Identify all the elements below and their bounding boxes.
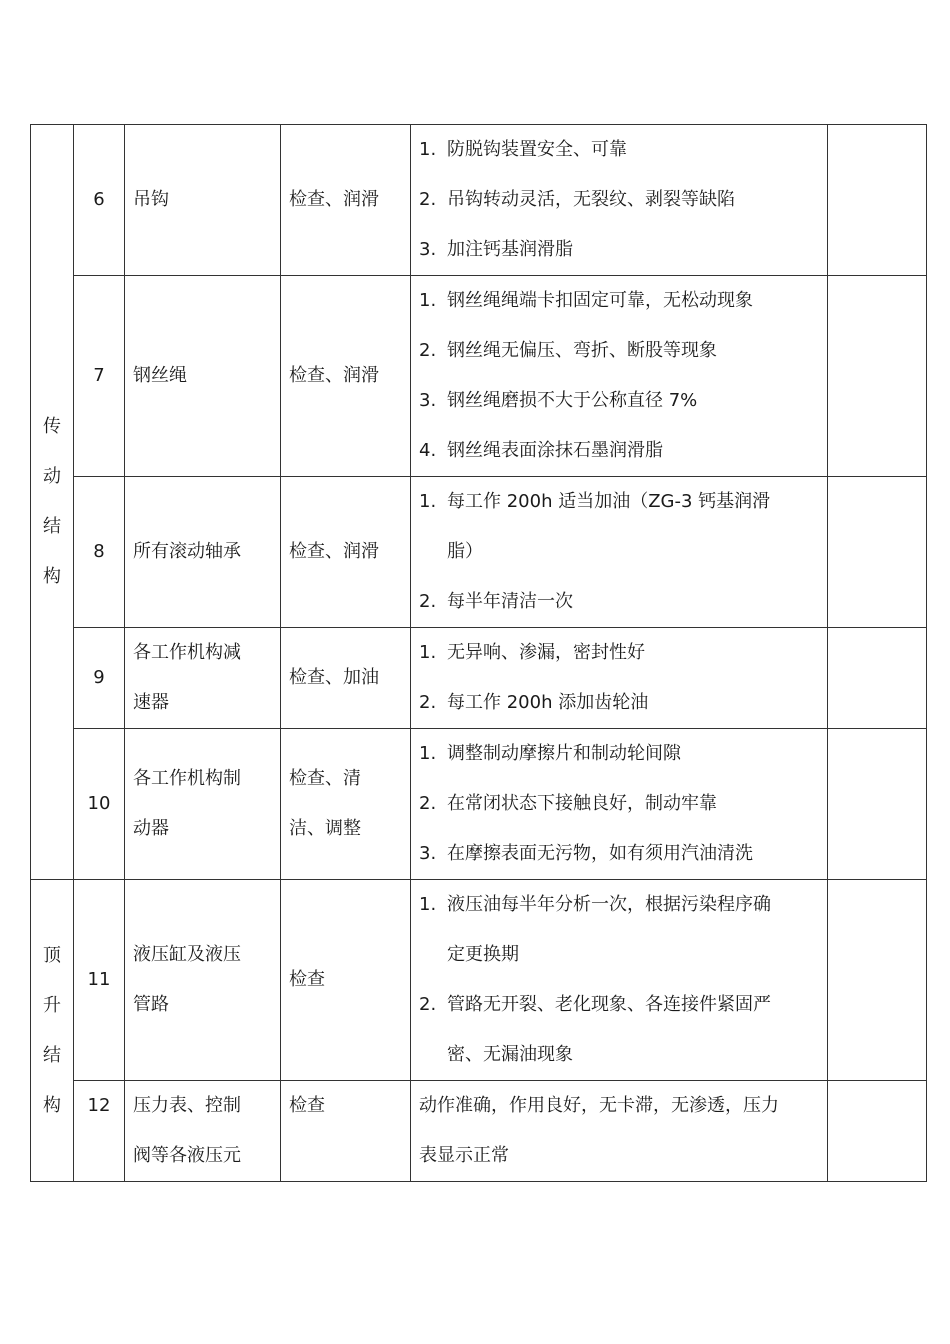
requirement-item [419, 175, 827, 225]
requirement-index-blank [419, 930, 447, 980]
item-name-line: 速器 [133, 692, 169, 713]
table-row [31, 125, 927, 276]
maintenance-table [30, 124, 927, 1182]
item-name-line: 液压缸及液压 [133, 944, 241, 965]
requirement-text: 定更换期 [447, 944, 519, 965]
method-line: 检查 [289, 969, 325, 990]
item-name-line: 压力表、控制 [133, 1095, 241, 1116]
remarks-cell [828, 477, 927, 628]
requirement-text: 钢丝绳绳端卡扣固定可靠，无松动现象 [447, 290, 753, 311]
requirement-text: 吊钩转动灵活，无裂纹、剥裂等缺陷 [447, 189, 735, 210]
requirement-item [419, 477, 827, 527]
requirement-index: 2. [419, 692, 437, 713]
requirement-item [419, 729, 827, 779]
item-name [125, 880, 281, 1081]
requirement-text: 管路无开裂、老化现象、各连接件紧固严 [447, 994, 771, 1015]
requirement-index: 4. [419, 440, 437, 461]
item-number: 10 [74, 729, 125, 880]
table-row [31, 276, 927, 477]
method-line: 检查、清 [289, 768, 361, 789]
item-name [125, 628, 281, 729]
requirement-index-blank [419, 1030, 447, 1080]
requirement-text: 在常闭状态下接触良好，制动牢靠 [447, 793, 717, 814]
item-name-line: 钢丝绳 [133, 365, 187, 386]
method-line: 检查、润滑 [289, 365, 379, 386]
requirement-text: 动作准确，作用良好，无卡滞，无渗透，压力 [419, 1095, 779, 1116]
table-row [31, 1081, 927, 1182]
requirement-text: 液压油每半年分析一次，根据污染程序确 [447, 894, 771, 915]
requirement-text: 每工作 200h 添加齿轮油 [447, 692, 649, 713]
item-name-line: 各工作机构制 [133, 768, 241, 789]
requirement-index: 2. [419, 189, 437, 210]
requirement-index: 2. [419, 591, 437, 612]
requirement-text: 调整制动摩擦片和制动轮间隙 [447, 743, 681, 764]
requirement-item [419, 376, 827, 426]
requirement-text: 密、无漏油现象 [447, 1044, 573, 1065]
remarks-cell [828, 628, 927, 729]
category-char: 升 [43, 994, 61, 1016]
requirement-index: 1. [419, 491, 437, 512]
requirement-text: 防脱钩装置安全、可靠 [447, 139, 627, 160]
item-name [125, 125, 281, 276]
table-row [31, 729, 927, 880]
category-char: 顶 [43, 944, 61, 966]
requirement-text: 无异响、渗漏，密封性好 [447, 642, 645, 663]
item-number: 6 [74, 125, 125, 276]
item-name-line: 各工作机构减 [133, 642, 241, 663]
remarks-cell [828, 729, 927, 880]
category-char: 传 [43, 416, 61, 437]
requirement-continuation [419, 930, 827, 980]
item-name [125, 276, 281, 477]
requirement-index: 3. [419, 843, 437, 864]
requirement-text: 在摩擦表面无污物，如有须用汽油清洗 [447, 843, 753, 864]
requirement-item [419, 225, 827, 275]
requirement-index: 3. [419, 239, 437, 260]
maintenance-table-body [31, 125, 927, 1182]
category-cell [31, 880, 74, 1182]
requirement-item [419, 276, 827, 326]
remarks-cell [828, 125, 927, 276]
requirements [411, 276, 828, 477]
inspection-method [281, 125, 411, 276]
requirement-index: 2. [419, 793, 437, 814]
requirement-item [419, 980, 827, 1030]
requirement-index-blank [419, 527, 447, 577]
item-name-line: 所有滚动轴承 [133, 541, 241, 562]
method-line: 检查、加油 [289, 667, 379, 688]
inspection-method [281, 628, 411, 729]
requirement-text: 加注钙基润滑脂 [447, 239, 573, 260]
requirement-index: 1. [419, 743, 437, 764]
requirements [411, 477, 828, 628]
requirements [411, 628, 828, 729]
item-number: 9 [74, 628, 125, 729]
item-number: 7 [74, 276, 125, 477]
requirement-index: 1. [419, 290, 437, 311]
method-line: 洁、调整 [289, 818, 361, 839]
requirement-text: 每工作 200h 适当加油（ZG-3 钙基润滑 [447, 491, 771, 512]
item-number: 12 [74, 1081, 125, 1182]
table-row [31, 477, 927, 628]
item-name [125, 477, 281, 628]
requirement-continuation [419, 1030, 827, 1080]
requirement-item [419, 829, 827, 879]
requirement-item [419, 426, 827, 476]
requirement-index: 2. [419, 994, 437, 1015]
requirement-item [419, 326, 827, 376]
requirement-index: 1. [419, 139, 437, 160]
category-cell [31, 125, 74, 880]
requirement-item [419, 678, 827, 728]
requirement-index: 1. [419, 642, 437, 663]
requirement-index: 2. [419, 340, 437, 361]
requirement-index: 3. [419, 390, 437, 411]
inspection-method [281, 1081, 411, 1182]
requirement-item [419, 577, 827, 627]
requirement-continuation [419, 527, 827, 577]
requirement-text: 表显示正常 [419, 1145, 509, 1166]
table-row [31, 880, 927, 1081]
requirement-text: 钢丝绳无偏压、弯折、断股等现象 [447, 340, 717, 361]
inspection-method [281, 880, 411, 1081]
item-name-line: 管路 [133, 994, 169, 1015]
item-name-line: 动器 [133, 818, 169, 839]
remarks-cell [828, 880, 927, 1081]
inspection-method [281, 477, 411, 628]
requirement-item [419, 628, 827, 678]
requirements [411, 729, 828, 880]
method-line: 检查、润滑 [289, 189, 379, 210]
requirement-item [419, 880, 827, 930]
requirement-item [419, 779, 827, 829]
remarks-cell [828, 276, 927, 477]
category-char: 动 [43, 466, 61, 487]
item-name-line: 吊钩 [133, 189, 169, 210]
category-char: 构 [43, 1094, 61, 1116]
category-char: 结 [43, 516, 61, 537]
requirement-text: 钢丝绳磨损不大于公称直径 7% [447, 390, 698, 411]
inspection-method [281, 729, 411, 880]
method-line: 检查 [289, 1095, 325, 1116]
requirements [411, 125, 828, 276]
requirements [411, 1081, 828, 1182]
item-number: 11 [74, 880, 125, 1081]
requirement-index: 1. [419, 894, 437, 915]
item-name-line: 阀等各液压元 [133, 1145, 241, 1166]
method-line: 检查、润滑 [289, 541, 379, 562]
remarks-cell [828, 1081, 927, 1182]
requirement-item [419, 125, 827, 175]
inspection-method [281, 276, 411, 477]
table-row [31, 628, 927, 729]
item-number: 8 [74, 477, 125, 628]
item-name [125, 729, 281, 880]
requirement-text: 脂） [447, 541, 483, 562]
item-name [125, 1081, 281, 1182]
category-char: 构 [43, 566, 61, 587]
requirement-text: 每半年清洁一次 [447, 591, 573, 612]
requirement-text: 钢丝绳表面涂抹石墨润滑脂 [447, 440, 663, 461]
category-char: 结 [43, 1044, 61, 1066]
requirements [411, 880, 828, 1081]
